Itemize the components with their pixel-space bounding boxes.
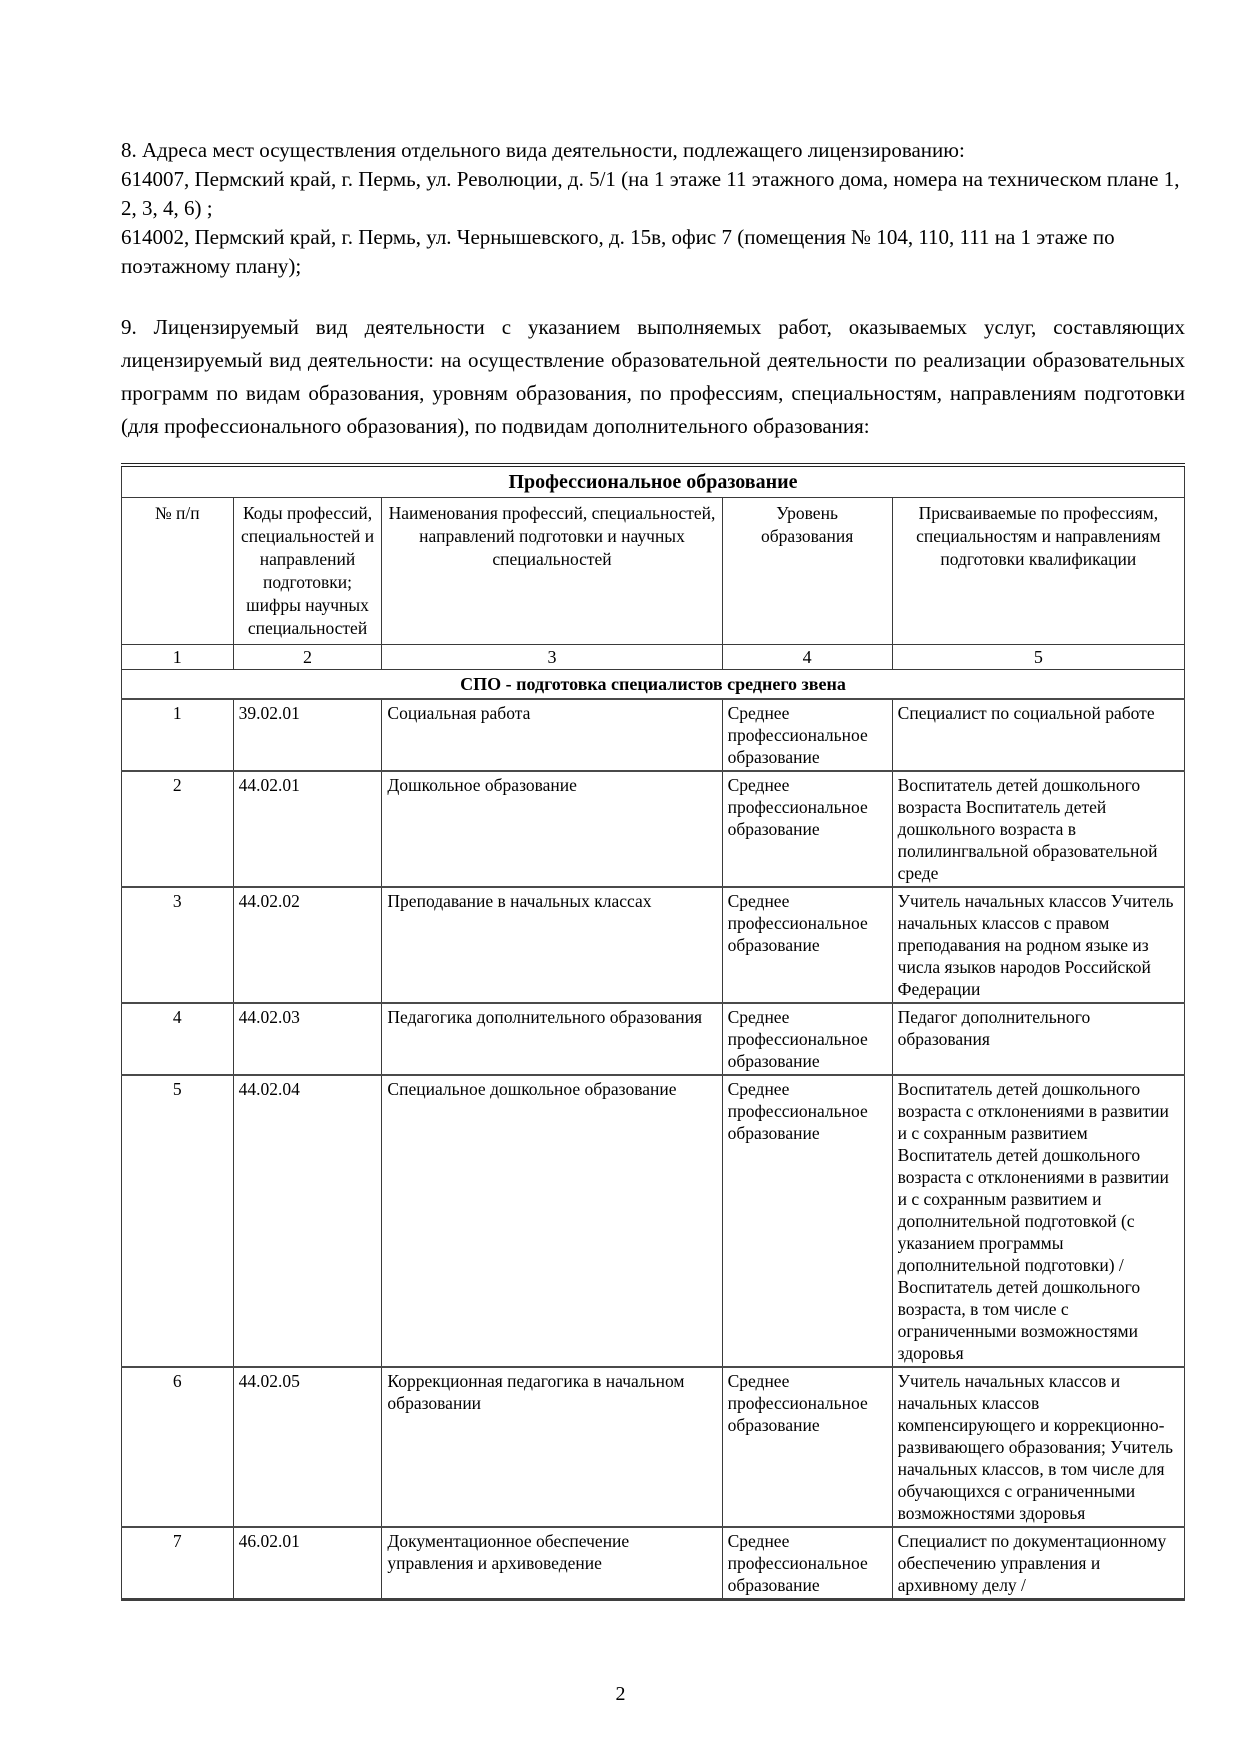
address-line-1: 614007, Пермский край, г. Пермь, ул. Революции, д. 5/1 (на 1 этаже 11 этажного дома, номера на техническом плане 1, 2, 3, 4, 6) ; (121, 167, 1180, 220)
level-cell: Среднее профессиональное образование (722, 771, 892, 887)
row-number-cell: 1 (122, 699, 234, 771)
name-cell: Документационное обеспечение управления и архивоведение (382, 1527, 722, 1600)
code-cell: 44.02.05 (233, 1367, 382, 1527)
column-number-1: 1 (122, 645, 234, 670)
level-cell: Среднее профессиональное образование (722, 1367, 892, 1527)
level-cell: Среднее профессиональное образование (722, 1075, 892, 1367)
column-number-3: 3 (382, 645, 722, 670)
header-qualifications: Присваиваемые по профессиям, специальностям и направлениям подготовки квалификации (892, 498, 1184, 645)
column-numbers-row (122, 645, 1185, 670)
header-row-number: № п/п (122, 498, 234, 645)
name-cell: Преподавание в начальных классах (382, 887, 722, 1003)
page-content (121, 0, 1185, 1601)
row-number-cell: 6 (122, 1367, 234, 1527)
table-row (122, 1367, 1185, 1527)
level-cell: Среднее профессиональное образование (722, 1527, 892, 1600)
code-cell: 39.02.01 (233, 699, 382, 771)
header-names: Наименования профессий, специальностей, направлений подготовки и научных специальностей (382, 498, 722, 645)
qualification-cell: Педагог дополнительного образования (892, 1003, 1184, 1075)
qualification-cell: Специалист по документационному обеспечению управления и архивному делу / (892, 1527, 1184, 1600)
code-cell: 44.02.04 (233, 1075, 382, 1367)
section-8-heading: 8. Адреса мест осуществления отдельного вида деятельности, подлежащего лицензированию: (121, 138, 965, 162)
table-title-row (122, 465, 1185, 498)
table-header-row (122, 498, 1185, 645)
qualification-cell: Учитель начальных классов и начальных классов компенсирующего и коррекционно-развивающего образования; Учитель начальных классов, в том числе для обучающихся с ограниченными возможностями здоровья (892, 1367, 1184, 1527)
table-title: Профессиональное образование (122, 465, 1185, 498)
name-cell: Коррекционная педагогика в начальном образовании (382, 1367, 722, 1527)
header-level: Уровень образования (722, 498, 892, 645)
header-codes: Коды профессий, специальностей и направлений подготовки; шифры научных специальностей (233, 498, 382, 645)
qualification-cell: Учитель начальных классов Учитель начальных классов с правом преподавания на родном языке из числа языков народов Российской Федерации (892, 887, 1184, 1003)
spo-section-header: СПО - подготовка специалистов среднего звена (122, 670, 1185, 700)
name-cell: Дошкольное образование (382, 771, 722, 887)
qualification-cell: Воспитатель детей дошкольного возраста с отклонениями в развитии и с сохранным развитием Воспитатель детей дошкольного возраста с отклонениями в развитии и с сохранным развитием и дополнительной подготовкой (с указанием программы дополнительной подготовки) / Воспитатель детей дошкольного возраста, в том числе с ограниченными возможностями здоровья (892, 1075, 1184, 1367)
code-cell: 44.02.02 (233, 887, 382, 1003)
level-cell: Среднее профессиональное образование (722, 887, 892, 1003)
section-9-paragraph: 9. Лицензируемый вид деятельности с указанием выполняемых работ, оказываемых услуг, составляющих лицензируемый вид деятельности: на осуществление образовательной деятельности по реализации образовательных программ по видам образования, уровням образования, по профессиям, специальностям, направлениям подготовки (для профессионального образования), по подвидам дополнительного образования: (121, 315, 1185, 438)
qualification-cell: Специалист по социальной работе (892, 699, 1184, 771)
page-number: 2 (615, 1683, 626, 1705)
column-number-5: 5 (892, 645, 1184, 670)
table-row (122, 1003, 1185, 1075)
code-cell: 44.02.01 (233, 771, 382, 887)
column-number-2: 2 (233, 645, 382, 670)
table-row (122, 699, 1185, 771)
name-cell: Педагогика дополнительного образования (382, 1003, 722, 1075)
row-number-cell: 4 (122, 1003, 234, 1075)
row-number-cell: 5 (122, 1075, 234, 1367)
table-body (122, 699, 1185, 1600)
table-row (122, 771, 1185, 887)
spo-section-row (122, 670, 1185, 700)
table-row (122, 1075, 1185, 1367)
row-number-cell: 3 (122, 887, 234, 1003)
address-line-2: 614002, Пермский край, г. Пермь, ул. Чернышевского, д. 15в, офис 7 (помещения № 104, 110, 111 на 1 этаже по поэтажному плану); (121, 225, 1115, 278)
name-cell: Социальная работа (382, 699, 722, 771)
row-number-cell: 2 (122, 771, 234, 887)
table-row (122, 887, 1185, 1003)
column-number-4: 4 (722, 645, 892, 670)
level-cell: Среднее профессиональное образование (722, 1003, 892, 1075)
section-8-paragraph (121, 136, 1185, 281)
level-cell: Среднее профессиональное образование (722, 699, 892, 771)
row-number-cell: 7 (122, 1527, 234, 1600)
name-cell: Специальное дошкольное образование (382, 1075, 722, 1367)
code-cell: 46.02.01 (233, 1527, 382, 1600)
code-cell: 44.02.03 (233, 1003, 382, 1075)
qualification-cell: Воспитатель детей дошкольного возраста Воспитатель детей дошкольного возраста в полилингвальной образовательной среде (892, 771, 1184, 887)
table-row (122, 1527, 1185, 1600)
professional-education-table (121, 463, 1185, 1601)
